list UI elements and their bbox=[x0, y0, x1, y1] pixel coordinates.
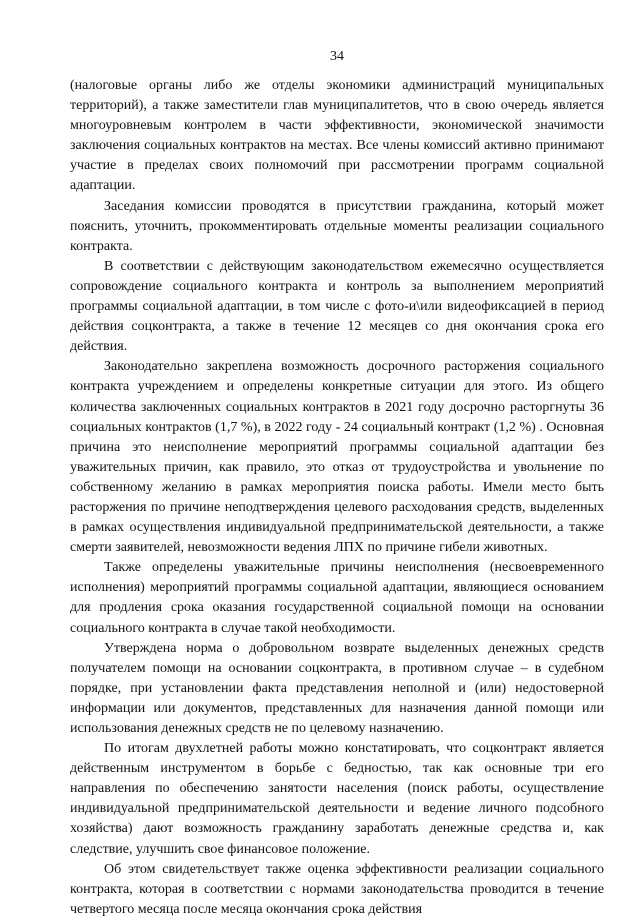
document-body bbox=[70, 76, 604, 920]
paragraph: По итогам двухлетней работы можно констатировать, что соцконтракт является действенным инструментом в борьбе с бедностью, так как основные три его направления по обеспечению занятости населения (поиск работы, осуществление индивидуальной предпринимательской деятельности и ведение личного подсобного хозяйства) дают возможность гражданину заработать денежные средства и, как следствие, улучшить свое финансовое положение. bbox=[70, 741, 604, 857]
paragraph: Об этом свидетельствует также оценка эффективности реализации социального контракта, которая в соответствии с нормами законодательства проводится в течение четвертого месяца после месяца окончания срока действия bbox=[70, 861, 604, 917]
paragraph: (налоговые органы либо же отделы экономики администраций муниципальных территорий), а также заместители глав муниципалитетов, что в свою очередь является многоуровневым контролем в части эффективности, экономической значимости заключения социальных контрактов на местах. Все члены комиссий активно принимают участие в пределах своих полномочий при рассмотрении программ социальной адаптации. bbox=[70, 78, 604, 194]
page-number: 34 bbox=[330, 49, 344, 64]
paragraph: Законодательно закреплена возможность досрочного расторжения социального контракта учреждением и определены конкретные ситуации для этого. Из общего количества заключенных социальных контрактов в 2021 году досрочно расторгнуты 36 социальных контрактов (1,7 %), в 2022 году - 24 социальный контракт (1,2 %) . Основная причина это неисполнение мероприятий программы социальной адаптации без уважительных причин, как правило, это отказ от трудоустройства и увольнение по собственному желанию в рамках мероприятия поиска работы. Имели место быть расторжения по причине неподтверждения целевого расходования средств, выделенных в рамках осуществления индивидуальной предпринимательской деятельности, а также смерти заявителей, невозможности ведения ЛПХ по причине гибели животных. bbox=[70, 359, 604, 556]
paragraph: Утверждена норма о добровольном возврате выделенных денежных средств получателем помощи на основании соцконтракта, в противном случае – в судебном порядке, при установлении факта представления неполной и (или) недостоверной информации или документов, представленных для назначения данной помощи или использования денежных средств не по целевому назначению. bbox=[70, 640, 604, 736]
paragraph: Заседания комиссии проводятся в присутствии гражданина, который может пояснить, уточнить, прокомментировать отдельные моменты реализации социального контракта. bbox=[70, 198, 604, 254]
paragraph: Также определены уважительные причины неисполнения (несвоевременного исполнения) мероприятий программы социальной адаптации, являющиеся основанием для продления срока оказания государственной социальной помощи на основании социального контракта в случае такой необходимости. bbox=[70, 560, 604, 636]
paragraph: В соответствии с действующим законодательством ежемесячно осуществляется сопровождение социального контракта и контроль за выполнением мероприятий программы социальной адаптации, в том числе с фото-и\или видеофиксацией в период действия соцконтракта, а также в течение 12 месяцев со дня окончания срока его действия. bbox=[70, 258, 604, 355]
